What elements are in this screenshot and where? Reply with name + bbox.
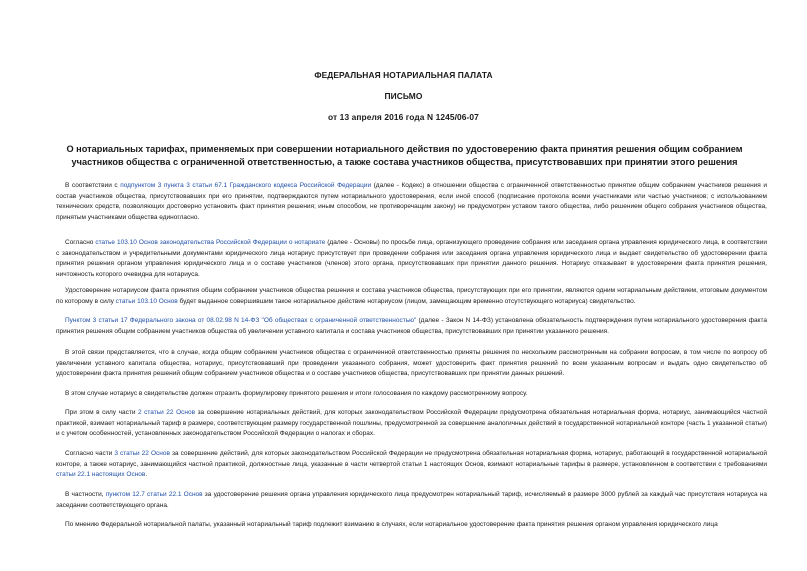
paragraph-text: за удостоверение решения органа управления юридического лица предусмотрен нотариальный тариф, исчисляемый в размере 3000 рублей за каждый час присутствия нотариуса на заседании соответствующего органа. bbox=[56, 491, 768, 509]
law-reference-link[interactable]: статье 103.10 Основ законодательства Российской Федерации о нотариате bbox=[95, 239, 326, 246]
paragraph-3 bbox=[56, 286, 767, 307]
paragraph-text: Удостоверение нотариусом факта принятия общим собранием участников общества решения и состава участников общества, присутствующих при его принятии, являются одним нотариальным действием, итоговым документом по которому в силу bbox=[56, 287, 767, 305]
law-reference-link[interactable]: 2 bbox=[137, 409, 142, 416]
paragraph-8 bbox=[56, 449, 767, 481]
paragraph-text: (далее - Основы) по просьбе лица, организующего проведение собрания или заседания органа управления юридического лица, в соответствии с законодательством и учредительными документами юридического лица нотариус присутствует при проведении собрания или заседания органа управления юридического лица и выдает свидетельство об удостоверении факта принятия решения органом управления юридического лица и о составе участников (членов) этого органа, присутствовавших при принятии данного решения. Нотариус отказывает в удостоверении факта принятия решения, ничтожность которого очевидна для нотариуса. bbox=[56, 239, 767, 278]
paragraph-text: за совершение действий, для которых законодательством Российской Федерации не предусмотрена обязательная нотариальная форма, нотариус, работающий в государственной нотариальной конторе, а также нотариус, занимающийся частной практикой, должностные лица, указанные в части четвертой статьи 1 настоящих Основ, взимают нотариальные тарифы в размере, установленном в соответствии с требованиями bbox=[56, 450, 767, 468]
paragraph-text: По мнению Федеральной нотариальной палаты, указанный нотариальный тариф подлежит взиманию в случаях, если нотариальное удостоверение факта принятия решения органом управления юридического лица bbox=[65, 521, 718, 528]
document-type-heading: ПИСЬМО bbox=[384, 91, 423, 101]
law-reference-link[interactable]: 3 bbox=[114, 450, 118, 457]
paragraph-text: Согласно части bbox=[65, 450, 115, 457]
paragraph-text: При этом в силу части bbox=[65, 409, 138, 416]
law-reference-link[interactable]: Пунктом 3 статьи 17 Федерального закона от 08.02.98 N 14-ФЗ "Об обществах с ограниченной ответственностью" bbox=[65, 317, 417, 324]
paragraph-text: (далее - Закон N 14-ФЗ) установлена обязательность подтверждения путем нотариального удостоверения факта принятия решения общим собранием участников общества об увеличении уставного капитала и состава участников общества, присутствовавших при принятии указанного решения. bbox=[56, 317, 767, 335]
document-title: О нотариальных тарифах, применяемых при совершении нотариального действия по удостоверению факта принятия решения общим собранием участников общества с ограниченной ответственностью, а также состава участников общества, присутствовавших при принятии этого решения bbox=[66, 144, 743, 167]
paragraph-2 bbox=[56, 238, 767, 280]
law-reference-link[interactable]: статьи 22 Основ bbox=[120, 450, 170, 457]
paragraph-text: будет выданное совершившим такое нотариальное действие нотариусом (лицом, замещающим временно отсутствующего нотариуса) свидетельство. bbox=[177, 297, 636, 305]
paragraph-7 bbox=[56, 408, 767, 440]
paragraph-text: . bbox=[145, 471, 148, 479]
law-reference-link[interactable]: статьи 103.10 Основ bbox=[115, 297, 178, 305]
paragraph-4 bbox=[56, 316, 767, 337]
law-reference-link[interactable]: статьи 22 Основ bbox=[144, 409, 196, 416]
law-reference-link[interactable]: статьи 22.1 настоящих Основ bbox=[56, 471, 146, 479]
paragraph-text: В этой связи представляется, что в случае, когда общим собранием участников общества с ограниченной ответственностью приняты решения по нескольким рассмотренным на собрании вопросам, в том числе по вопросу об увеличении уставного капитала общества, нотариус, присутствовавший при проведении указанного собрания, может удостоверить факт принятия решений по всем указанным вопросам и выдать одно свидетельство об удостоверении факта принятия решений общим собранием участников общества и о составе участников общества, присутствовавших при принятии данных решений. bbox=[56, 349, 767, 378]
law-reference-link[interactable]: пунктом 12.7 статьи 22.1 Основ bbox=[105, 491, 203, 498]
paragraph-10 bbox=[56, 520, 767, 531]
paragraph-text: за совершение нотариальных действий, для которых законодательством Российской Федерации предусмотрена обязательная нотариальная форма, нотариус, занимающийся частной практикой, взимает нотариальный тариф в размере, соответствующем размеру государственной пошлины, предусмотренной за совершение аналогичных действий в государственной нотариальной конторе (часть 1 указанной статьи) и с учетом особенностей, установленных законодательством Российской Федерации о налогах и сборах. bbox=[56, 409, 767, 438]
document-date-number: от 13 апреля 2016 года N 1245/06-07 bbox=[328, 112, 479, 122]
paragraph-text: В соответствии с bbox=[65, 182, 121, 189]
organization-heading: ФЕДЕРАЛЬНАЯ НОТАРИАЛЬНАЯ ПАЛАТА bbox=[314, 70, 493, 80]
law-reference-link[interactable]: подпунктом 3 пункта 3 статьи 67.1 Гражданского кодекса Российской Федерации bbox=[120, 182, 372, 189]
paragraph-5 bbox=[56, 348, 767, 380]
paragraph-text: В частности, bbox=[65, 491, 106, 498]
paragraph-text: Согласно bbox=[65, 239, 96, 246]
paragraph-text: (далее - Кодекс) в отношении общества с ограниченной ответственностью принятие общим собранием участников решения и состав участников общества, присутствовавших при его принятии, подтверждаются путем нотариального удостоверения, если иной способ (подписание протокола всеми участниками или частью участников; с использованием технических средств, позволяющих достоверно установить факт принятия решения; иным способом, не противоречащим закону) не предусмотрен уставом такого общества, либо решением общего собрания участников общества, принятым участниками общества единогласно. bbox=[56, 182, 767, 221]
paragraph-9 bbox=[56, 490, 767, 511]
paragraph-text: В этом случае нотариус в свидетельстве должен отразить формулировку принятого решения и итоги голосования по каждому рассмотренному вопросу. bbox=[65, 390, 528, 397]
paragraph-6 bbox=[56, 389, 767, 400]
paragraph-1 bbox=[56, 181, 767, 223]
